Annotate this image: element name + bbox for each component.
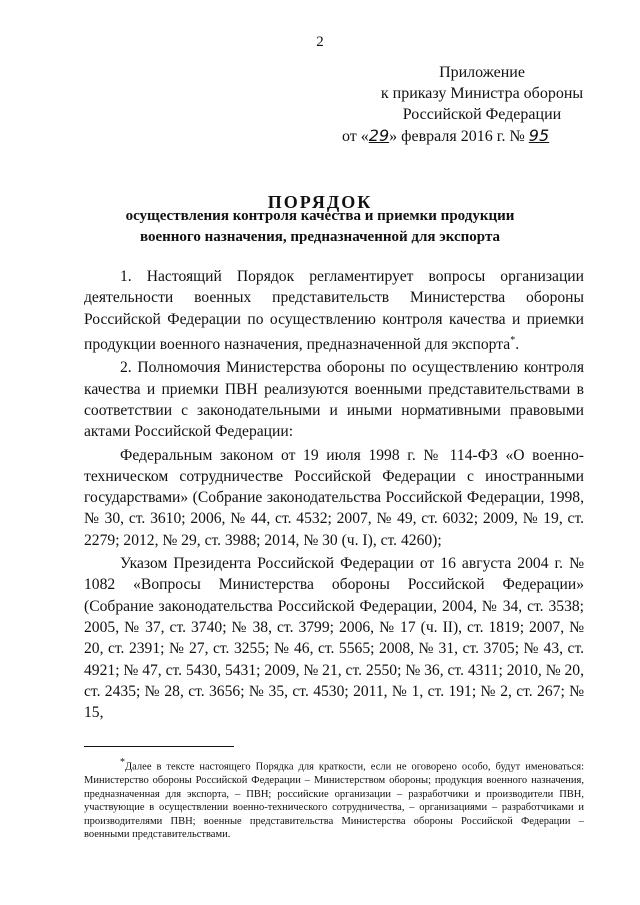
appendix-block [342, 62, 612, 147]
footnote-marker: * [120, 757, 125, 768]
date-prefix: от « [342, 128, 369, 145]
document-title: ПОРЯДОК [267, 192, 373, 212]
document-subtitle: осуществления контроля качества и приемки продукции военного назначения, предназначенной для экспорта [125, 208, 515, 245]
paragraph-3: Федеральным законом от 19 июля 1998 г. № 114-ФЗ «О военно-техническом сотрудничестве Российской Федерации с иностранными государствами» (Собрание законодательства Российской Федерации, 1998, № 30, ст. 3610; 2006, № 44, ст. 4532; 2007, № 49, ст. 6032; 2009, № 19, ст. 2279; 2012, № 29, ст. 3988; 2014, № 30 (ч. I), ст. 4260); [84, 446, 584, 549]
paragraph-2: 2. Полномочия Министерства обороны по осуществлению контроля качества и приемки ПВН реализуются военными представительствами в соответствии с законодательными и иными нормативными правовыми актами Российской Федерации: [84, 359, 584, 441]
paragraph-4: Указом Президента Российской Федерации от 16 августа 2004 г. № 1082 «Вопросы Министерства обороны Российской Федерации» (Собрание законодательства Российской Федерации, 2004, № 34, ст. 3538; 2005, № 37, ст. 3740; № 38, ст. 3799; 2006, № 17 (ч. II), ст. 1819; 2007, № 20, ст. 2391; № 27, ст. 3255; № 46, ст. 5565; 2008, № 31, ст. 3705; № 43, ст. 4921; № 47, ст. 5430, 5431; 2009, № 21, ст. 2550; № 36, ст. 4311; 2010, № 20, ст. 2435; № 28, ст. 3656; № 35, ст. 4530; 2011, № 1, ст. 191; № 2, ст. 267; № 15, [84, 555, 584, 722]
footnote-text: Далее в тексте настоящего Порядка для краткости, если не оговорено особо, будут именоваться: Министерство обороны Российской Федерации – Министерством обороны; продукция военного назначения, предназначенная для экспорта, – ПВН; российские организации – разработчики и производители ПВН, участвующие в осуществлении военно-технического сотрудничества, – организациями – разработчиками и производителями ПВН; военные представительства Министерства обороны Российской Федерации – военными представительствами. [84, 761, 584, 840]
appendix-line1: Приложение [439, 64, 525, 81]
page-number: 2 [316, 34, 324, 50]
footnote [84, 756, 584, 842]
appendix-date-line [342, 125, 612, 147]
appendix-line3: Российской Федерации [402, 106, 562, 123]
paragraph-1: 1. Настоящий Порядок регламентирует вопросы организации деятельности военных представительств Министерства обороны Российской Федерации по осуществлению контроля качества и приемки продукции военного назначения, предназначенной для экспорта*. [84, 268, 584, 354]
date-day: 29 [368, 126, 390, 145]
document-body [84, 266, 584, 725]
footnote-rule [84, 746, 234, 747]
date-mid: » февраля 2016 г. № [389, 128, 525, 145]
order-number: 95 [528, 126, 550, 145]
footnote-ref: * [510, 334, 516, 346]
appendix-line2: к приказу Министра обороны [380, 85, 584, 102]
